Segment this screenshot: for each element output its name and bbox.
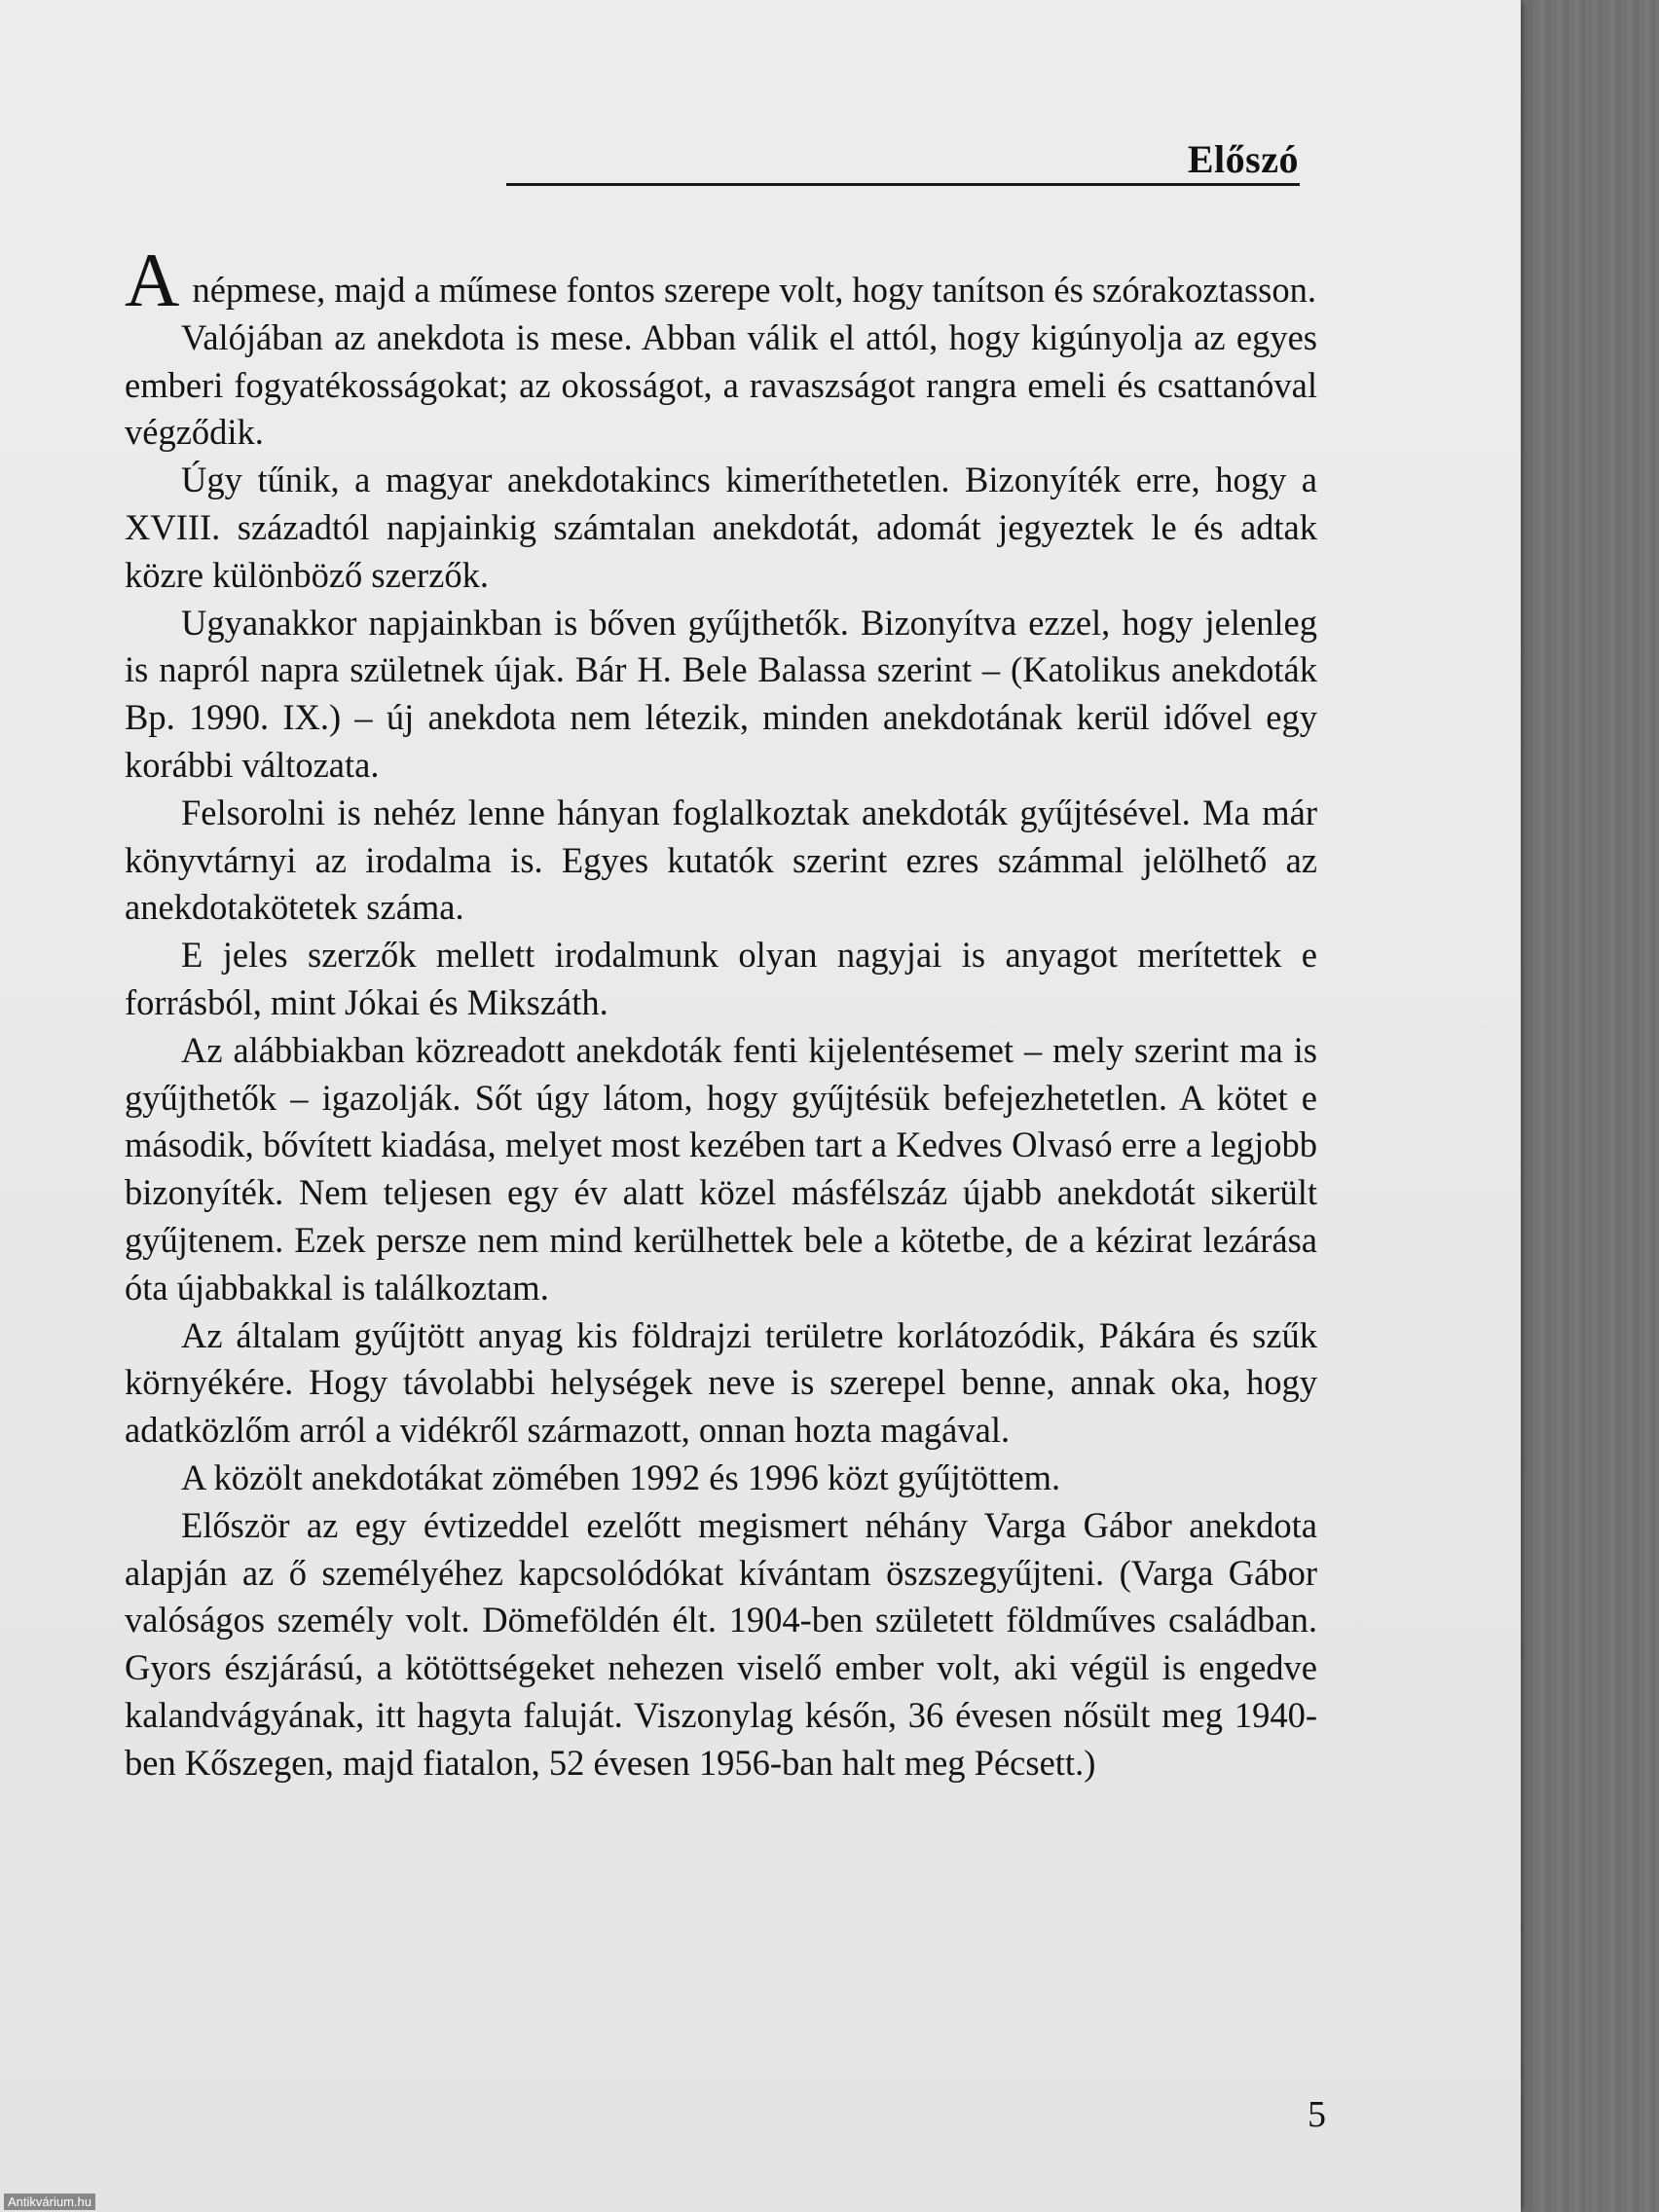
title-rule: [506, 183, 1300, 186]
paragraph-2: Valójában az anekdota is mese. Abban válik el attól, hogy kigúnyolja az egyes emberi fogyatékosságokat; az okosságot, a ravaszságot rangra emeli és csattanóval végződik.: [125, 316, 1317, 453]
paragraph-10: Először az egy évtizeddel ezelőtt megismert néhány Varga Gábor anekdota alapján az ő személyéhez kapcsolódókat kívántam öszszegyűjteni. (Varga Gábor valóságos személy volt. Dömeföldén élt. 1904-ben született földműves családban. Gyors észjárású, a kötöttségeket nehezen viselő ember volt, aki végül is engedve kalandvágyának, itt hagyta faluját. Viszonylag későn, 36 évesen nősült meg 1940-ben Kőszegen, majd fiatalon, 52 évesen 1956-ban halt meg Pécsett.): [125, 1504, 1317, 1783]
page-number: 5: [1308, 2094, 1326, 2135]
paragraph-1: [125, 238, 1317, 322]
paragraph-1-text: népmese, majd a műmese fontos szerepe volt, hogy tanítson és szórakoztasson.: [183, 270, 1316, 310]
paragraph-8: Az általam gyűjtött anyag kis földrajzi területre korlátozódik, Pákára és szűk környékére. Hogy távolabbi helységek neve is szerepel benne, annak oka, hogy adatközlőm arról a vidékről származott, onnan hozta magával.: [125, 1314, 1317, 1451]
paragraph-4: Ugyanakkor napjainkban is bőven gyűjthetők. Bizonyítva ezzel, hogy jelenleg is napról napra születnek újak. Bár H. Bele Balassa szerint – (Katolikus anekdoták Bp. 1990. IX.) – új anekdota nem létezik, minden anekdotának kerül idővel egy korábbi változata.: [125, 602, 1317, 785]
paragraph-6: E jeles szerzők mellett irodalmunk olyan nagyjai is anyagot merítettek e forrásból, mint Jókai és Mikszáth.: [125, 935, 1317, 1022]
chapter-title: Előszó: [1187, 137, 1299, 181]
paragraph-7: Az alábbiakban közreadott anekdoták fenti kijelentésemet – mely szerint ma is gyűjthetők – igazolják. Sőt úgy látom, hogy gyűjtésük befejezhetetlen. A kötet e második, bővített kiadása, melyet most kezében tart a Kedves Olvasó erre a legjobb bizonyíték. Nem teljesen egy év alatt közel másfélszáz újabb anekdotát sikerült gyűjtenem. Ezek persze nem mind kerülhettek bele a kötetbe, de a kézirat lezárása óta újabbakkal is találkoztam.: [125, 1029, 1317, 1308]
paragraph-3: Úgy tűnik, a magyar anekdotakincs kimeríthetetlen. Bizonyíték erre, hogy a XVIII. századtól napjainkig számtalan anekdotát, adomát jegyeztek le és adtak közre különböző szerzők.: [125, 460, 1317, 595]
drop-cap: A: [125, 238, 180, 322]
paragraph-5: Felsorolni is nehéz lenne hányan foglalkoztak anekdoták gyűjtésével. Ma már könyvtárnyi az irodalma is. Egyes kutatók szerint ezres számmal jelölhető az anekdotakötetek száma.: [125, 792, 1317, 928]
paragraph-9: A közölt anekdotákat zömében 1992 és 1996 közt gyűjtöttem.: [181, 1456, 1061, 1497]
body-text: [125, 238, 1317, 1788]
desk-background: [1519, 0, 1659, 2212]
watermark: Antikvárium.hu: [4, 2194, 95, 2210]
